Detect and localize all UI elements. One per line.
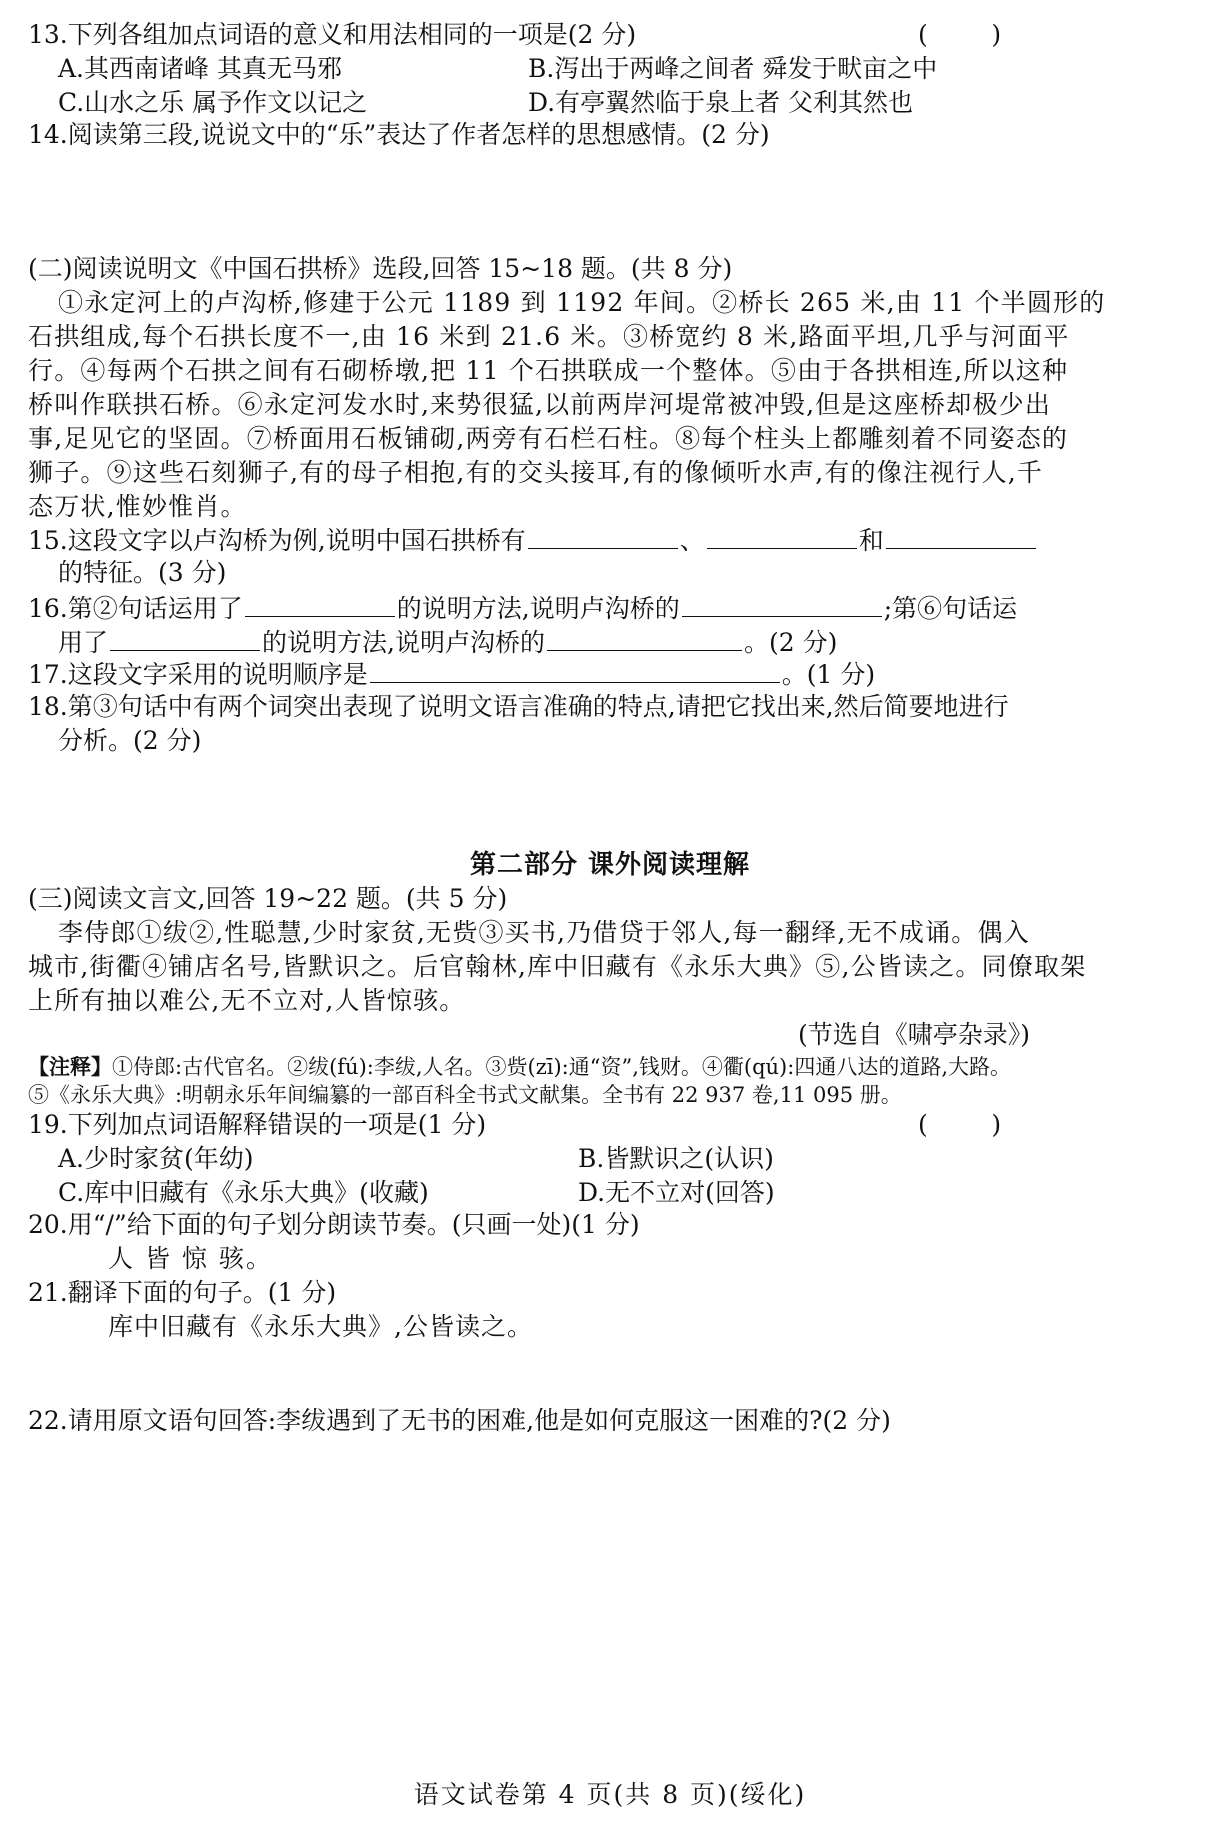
q15-line1 <box>28 522 1038 558</box>
notes-line2: ⑤《永乐大典》:明朝永乐年间编纂的一部百科全书式文献集。全书有 22 937 卷,11 095 册。 <box>28 1083 902 1107</box>
q13-option-d: D.有亭翼然临于泉上者 父利其然也 <box>528 88 914 117</box>
section2-heading: (二)阅读说明文《中国石拱桥》选段,回答 15~18 题。(共 8 分) <box>28 254 733 283</box>
q16-blank-2[interactable] <box>682 590 882 617</box>
q17-text: 。(1 分) <box>781 660 876 689</box>
part2-title: 第二部分 课外阅读理解 <box>469 850 751 880</box>
q20-stem: 20.用“/”给下面的句子划分朗读节奏。(只画一处)(1 分) <box>28 1210 640 1239</box>
q19-option-b: B.皆默识之(认识) <box>578 1144 774 1173</box>
q16-text: 16.第②句话运用了 <box>28 594 243 623</box>
q18-line1: 18.第③句话中有两个词突出表现了说明文语言准确的特点,请把它找出来,然后简要地进行 <box>28 692 1009 721</box>
notes-text: ①侍郎:古代官名。②绂(fú):李绂,人名。③赀(zī):通“资”,钱财。④衢(qú):四通八达的道路,大路。 <box>112 1055 1011 1079</box>
section2-passage-line: 桥叫作联拱石桥。⑥永定河发水时,来势很猛,以前两岸河堤常被冲毁,但是这座桥却极少出 <box>28 390 1052 419</box>
notes-line1 <box>28 1052 1011 1082</box>
notes-label: 【注释】 <box>28 1055 112 1079</box>
q13-stem: 13.下列各组加点词语的意义和用法相同的一项是(2 分) <box>28 20 637 49</box>
q16-text: 。(2 分) <box>743 628 838 657</box>
q21-sentence: 库中旧藏有《永乐大典》,公皆读之。 <box>108 1312 533 1341</box>
q21-stem: 21.翻译下面的句子。(1 分) <box>28 1278 337 1307</box>
q22-stem: 22.请用原文语句回答:李绂遇到了无书的困难,他是如何克服这一困难的?(2 分) <box>28 1406 891 1435</box>
section3-source: (节选自《啸亭杂录》) <box>797 1020 1030 1049</box>
q19-option-c: C.库中旧藏有《永乐大典》(收藏) <box>58 1178 429 1207</box>
q19-answer-paren: ( ) <box>918 1110 1002 1139</box>
section2-passage-line: 态万状,惟妙惟肖。 <box>28 492 247 521</box>
q15-text: 15.这段文字以卢沟桥为例,说明中国石拱桥有 <box>28 526 526 555</box>
q15-separator: 和 <box>858 526 884 555</box>
q13-answer-paren: ( ) <box>918 20 1002 49</box>
section2-passage-line: ①永定河上的卢沟桥,修建于公元 1189 到 1192 年间。②桥长 265 米,由 11 个半圆形的 <box>58 288 1106 317</box>
page-footer: 语文试卷第 4 页(共 8 页)(绥化) <box>413 1780 807 1809</box>
section3-heading: (三)阅读文言文,回答 19~22 题。(共 5 分) <box>28 884 508 913</box>
q16-line2 <box>58 624 837 660</box>
section2-passage-line: 行。④每两个石拱之间有石砌桥墩,把 11 个石拱联成一个整体。⑤由于各拱相连,所以这种 <box>28 356 1069 385</box>
q16-line1 <box>28 590 1017 626</box>
q14-stem: 14.阅读第三段,说说文中的“乐”表达了作者怎样的思想感情。(2 分) <box>28 120 770 149</box>
q17-line <box>28 656 875 692</box>
section3-passage-line: 上所有抽以难公,无不立对,人皆惊骇。 <box>28 986 466 1015</box>
q15-separator: 、 <box>679 526 705 555</box>
section3-passage-line: 城市,街衢④铺店名号,皆默识之。后官翰林,库中旧藏有《永乐大典》⑤,公皆读之。同僚取架 <box>28 952 1087 981</box>
q17-text: 17.这段文字采用的说明顺序是 <box>28 660 368 689</box>
q16-text: 的说明方法,说明卢沟桥的 <box>262 628 545 657</box>
q19-stem: 19.下列加点词语解释错误的一项是(1 分) <box>28 1110 487 1139</box>
q15-line2: 的特征。(3 分) <box>58 558 227 587</box>
q20-sentence: 人 皆 惊 骇。 <box>108 1244 273 1273</box>
q16-blank-3[interactable] <box>110 624 260 651</box>
q13-option-a: A.其西南诸峰 其真无马邪 <box>58 54 342 83</box>
section2-passage-line: 狮子。⑨这些石刻狮子,有的母子相抱,有的交头接耳,有的像倾听水声,有的像注视行人,千 <box>28 458 1044 487</box>
q19-option-d: D.无不立对(回答) <box>578 1178 775 1207</box>
q15-blank-1[interactable] <box>528 522 678 549</box>
q16-text: 的说明方法,说明卢沟桥的 <box>396 594 680 623</box>
section3-passage-line: 李侍郎①绂②,性聪慧,少时家贫,无赀③买书,乃借贷于邻人,每一翻绎,无不成诵。偶入 <box>58 918 1030 947</box>
q19-option-a: A.少时家贫(年幼) <box>58 1144 254 1173</box>
q15-blank-2[interactable] <box>707 522 857 549</box>
q15-blank-3[interactable] <box>886 522 1036 549</box>
q16-blank-4[interactable] <box>547 624 742 651</box>
q17-blank[interactable] <box>370 656 780 683</box>
q13-option-c: C.山水之乐 属予作文以记之 <box>58 88 368 117</box>
section2-passage-line: 事,足见它的坚固。⑦桥面用石板铺砌,两旁有石栏石柱。⑧每个柱头上都雕刻着不同姿态的 <box>28 424 1069 453</box>
q18-line2: 分析。(2 分) <box>58 726 202 755</box>
q16-blank-1[interactable] <box>245 590 395 617</box>
q16-text: 用了 <box>58 628 109 657</box>
q16-text: ;第⑥句话运 <box>883 594 1018 623</box>
q13-option-b: B.泻出于两峰之间者 舜发于畎亩之中 <box>528 54 938 83</box>
section2-passage-line: 石拱组成,每个石拱长度不一,由 16 米到 21.6 米。③桥宽约 8 米,路面平坦,几乎与河面平 <box>28 322 1070 351</box>
